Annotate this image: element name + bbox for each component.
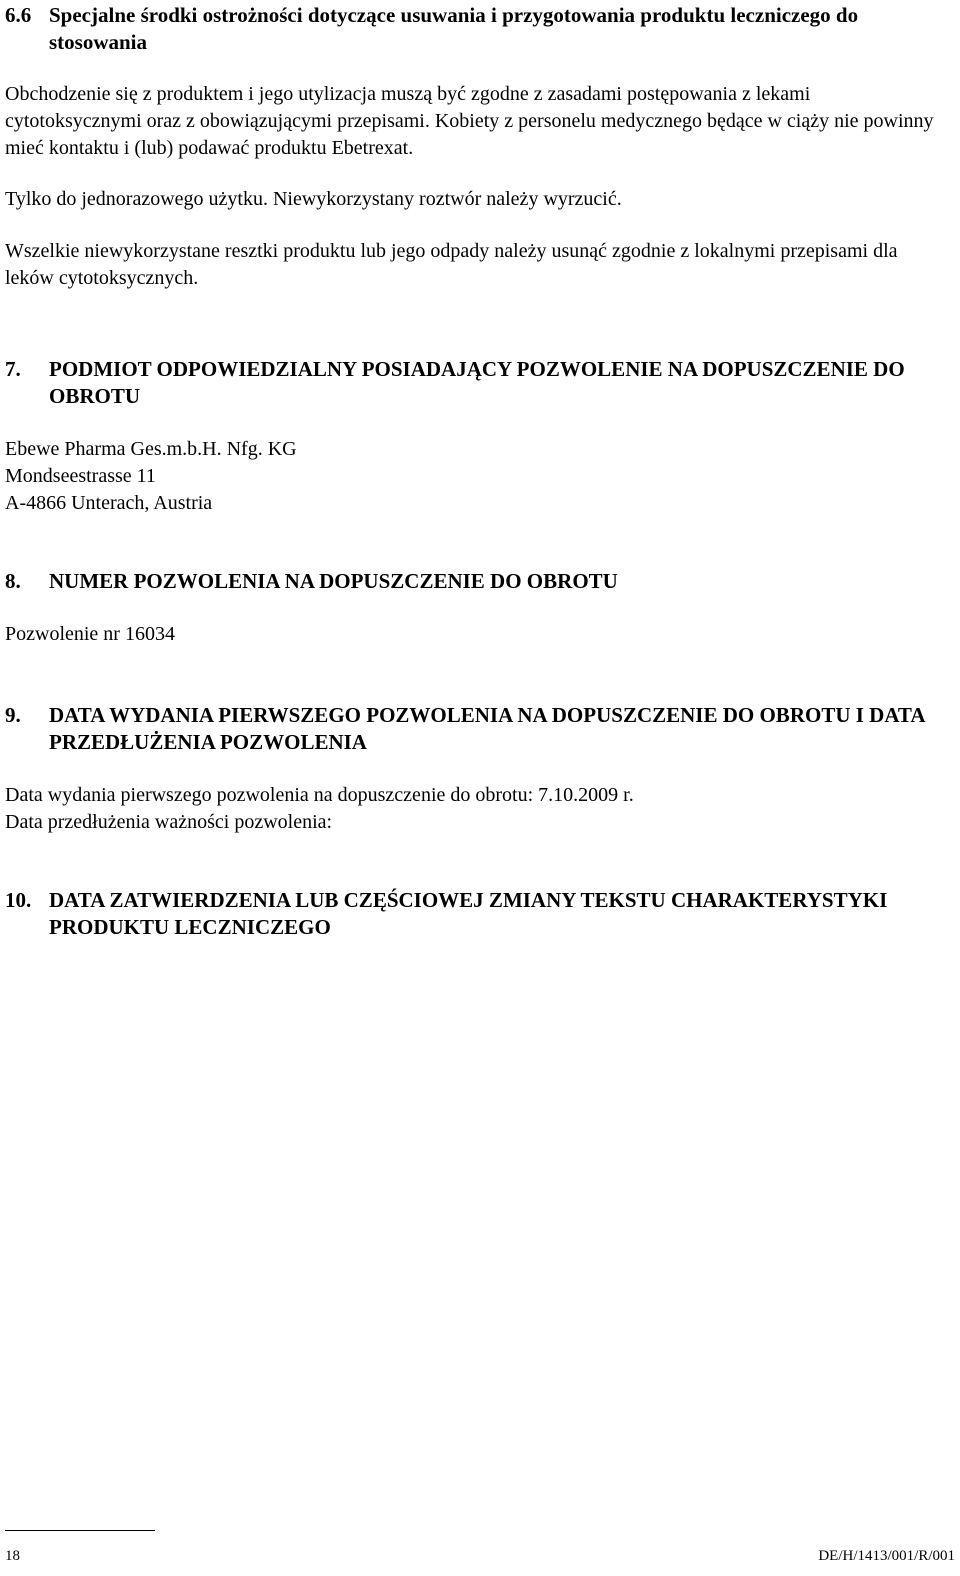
address-line: A-4866 Unterach, Austria	[5, 492, 213, 514]
footer-divider	[5, 1530, 155, 1531]
waste-paragraph: Wszelkie niewykorzystane resztki produktu lub jego odpady należy usunąć zgodnie z lokalnymi przepisami dla leków cytotoksycznych.	[5, 240, 898, 289]
first-authorisation-date: Data wydania pierwszego pozwolenia na dopuszczenie do obrotu: 7.10.2009 r.	[5, 784, 634, 806]
renewal-date: Data przedłużenia ważności pozwolenia:	[5, 811, 333, 833]
section-6-6-heading	[5, 2, 954, 56]
marketing-authorisation-holder-address	[5, 436, 945, 517]
disposal-paragraph: Obchodzenie się z produktem i jego utylizacja muszą być zgodne z zasadami postępowania z lekami cytotoksycznymi oraz z obowiązującymi przepisami. Kobiety z personelu medycznego będące w ciąży nie powinny mieć kontaktu i (lub) podawać produktu Ebetrexat.	[5, 83, 934, 159]
section-number: 8.	[5, 569, 21, 593]
section-10-heading	[5, 887, 954, 941]
section-number: 9.	[5, 703, 21, 727]
address-line: Ebewe Pharma Ges.m.b.H. Nfg. KG	[5, 438, 297, 460]
section-title: Specjalne środki ostrożności dotyczące usuwania i przygotowania produktu leczniczego do stosowania	[49, 3, 859, 54]
section-title: DATA WYDANIA PIERWSZEGO POZWOLENIA NA DOPUSZCZENIE DO OBROTU I DATA PRZEDŁUŻENIA POZWOLENIA	[49, 703, 925, 754]
address-line: Mondseestrasse 11	[5, 465, 156, 487]
authorisation-dates	[5, 782, 945, 836]
section-title: DATA ZATWIERDZENIA LUB CZĘŚCIOWEJ ZMIANY TEKSTU CHARAKTERYSTYKI PRODUKTU LECZNICZEGO	[49, 888, 888, 939]
section-9-heading	[5, 702, 954, 756]
section-number: 7.	[5, 357, 21, 381]
page-number: 18	[5, 1548, 20, 1564]
section-8-heading	[5, 568, 954, 595]
section-title: PODMIOT ODPOWIEDZIALNY POSIADAJĄCY POZWOLENIE NA DOPUSZCZENIE DO OBROTU	[49, 357, 905, 408]
authorisation-number: Pozwolenie nr 16034	[5, 623, 175, 645]
document-code: DE/H/1413/001/R/001	[818, 1548, 955, 1564]
section-number: 6.6	[5, 3, 32, 27]
section-number: 10.	[5, 888, 32, 912]
section-title: NUMER POZWOLENIA NA DOPUSZCZENIE DO OBROTU	[49, 569, 618, 593]
single-use-paragraph: Tylko do jednorazowego użytku. Niewykorzystany roztwór należy wyrzucić.	[5, 188, 622, 210]
section-7-heading	[5, 356, 954, 410]
